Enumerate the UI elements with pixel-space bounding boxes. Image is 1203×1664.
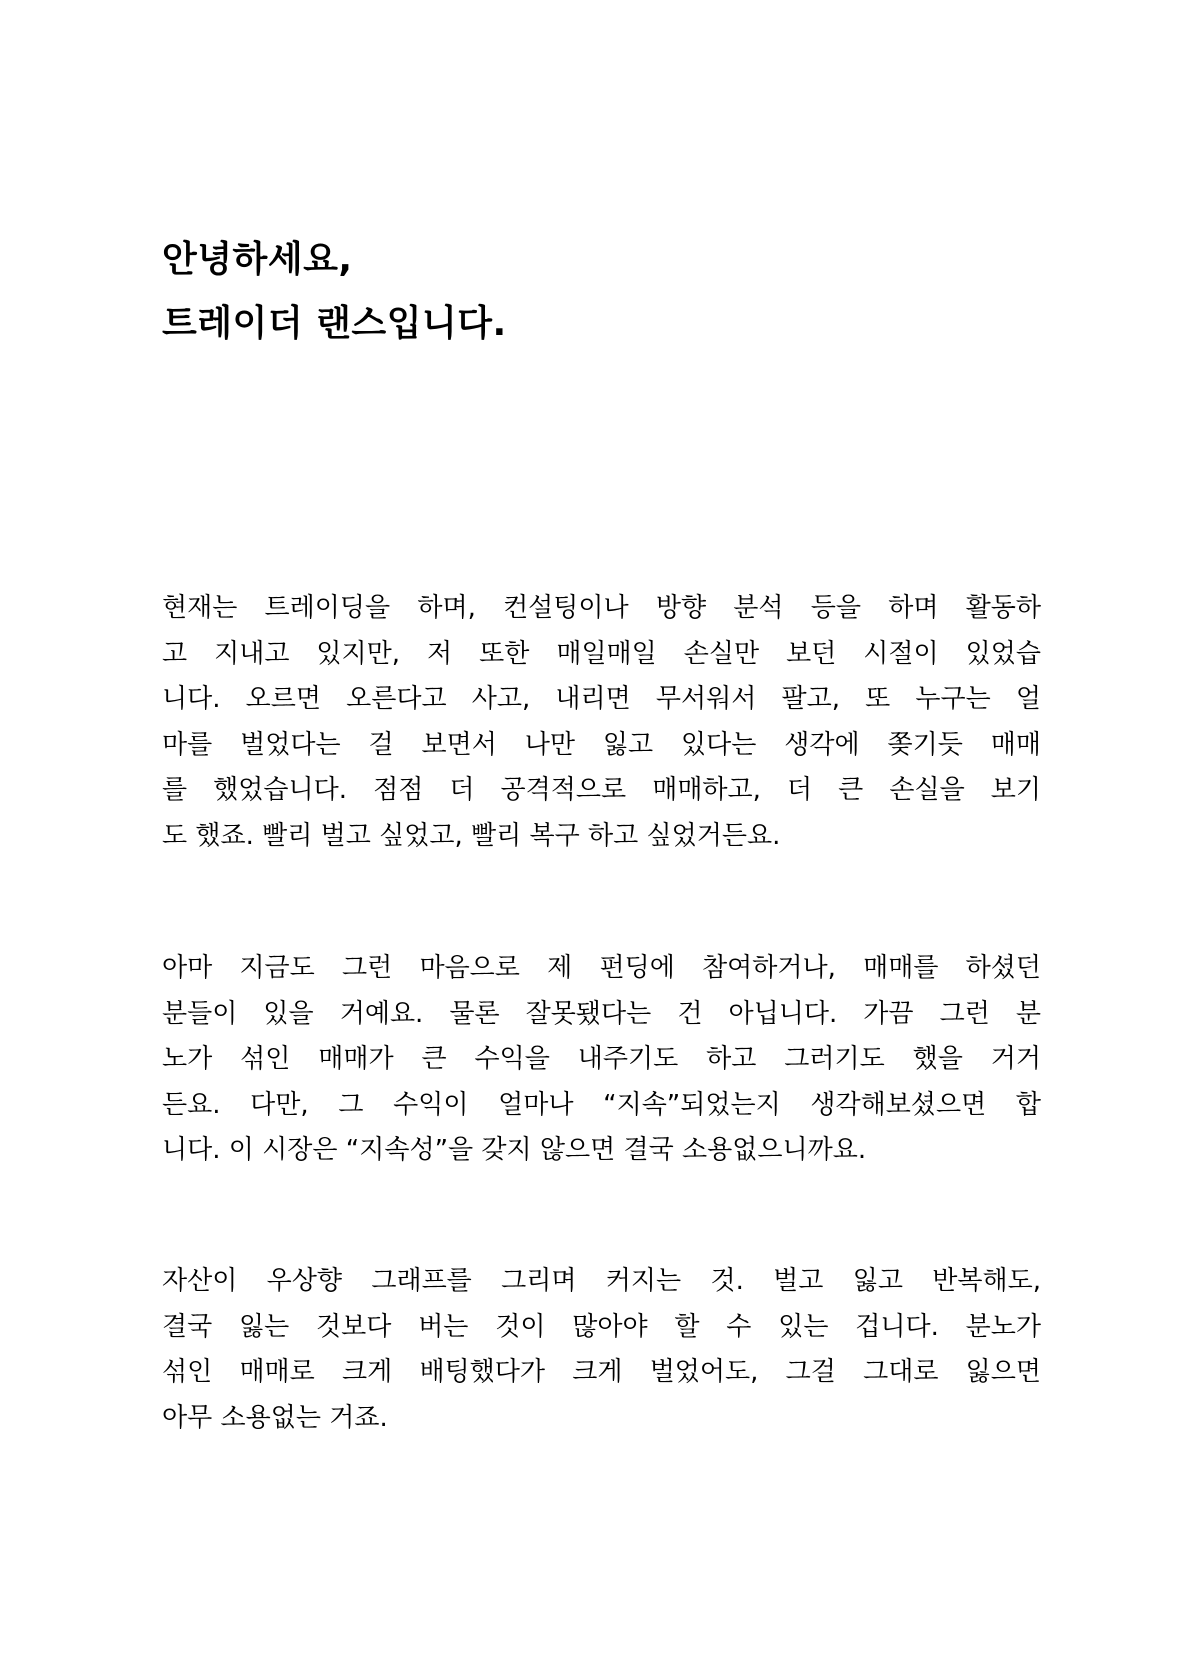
text-line: 고 지내고 있지만, 저 또한 매일매일 손실만 보던 시절이 있었습 [162, 638, 1041, 669]
paragraph-sustainability [162, 946, 1041, 1174]
text-line: 도 했죠. 빨리 벌고 싶었고, 빨리 복구 하고 싶었거든요. [162, 820, 781, 851]
text-line: 를 했었습니다. 점점 더 공격적으로 매매하고, 더 큰 손실을 보기 [162, 775, 1041, 805]
text-line: 니다. 이 시장은 “지속성”을 갖지 않으면 결국 소용없으니까요. [162, 1135, 867, 1165]
title-line: 트레이더 랜스입니다. [162, 303, 507, 344]
text-line: 자산이 우상향 그래프를 그리며 커지는 것. 벌고 잃고 반복해도, [162, 1266, 1041, 1296]
text-line: 아마 지금도 그런 마음으로 제 펀딩에 참여하거나, 매매를 하셨던 [162, 953, 1041, 983]
text-line: 섞인 매매로 크게 배팅했다가 크게 벌었어도, 그걸 그대로 잃으면 [162, 1357, 1041, 1387]
text-line: 마를 벌었다는 걸 보면서 나만 잃고 있다는 생각에 쫒기듯 매매 [162, 729, 1041, 760]
text-line: 현재는 트레이딩을 하며, 컨설팅이나 방향 분석 등을 하며 활동하 [162, 593, 1041, 623]
paragraph-intro [162, 586, 1041, 859]
paragraph-growth [162, 1259, 1041, 1441]
document-title [162, 228, 862, 356]
text-line: 든요. 다만, 그 수익이 얼마나 “지속”되었는지 생각해보셨으면 합 [162, 1089, 1041, 1120]
text-line: 결국 잃는 것보다 버는 것이 많아야 할 수 있는 겁니다. 분노가 [162, 1311, 1041, 1342]
text-line: 니다. 오르면 오른다고 사고, 내리면 무서워서 팔고, 또 누구는 얼 [162, 684, 1041, 714]
title-line: 안녕하세요, [162, 239, 353, 280]
text-line: 아무 소용없는 거죠. [162, 1402, 388, 1433]
text-line: 분들이 있을 거예요. 물론 잘못됐다는 건 아닙니다. 가끔 그런 분 [162, 998, 1041, 1029]
text-line: 노가 섞인 매매가 큰 수익을 내주기도 하고 그러기도 했을 거거 [162, 1044, 1041, 1074]
